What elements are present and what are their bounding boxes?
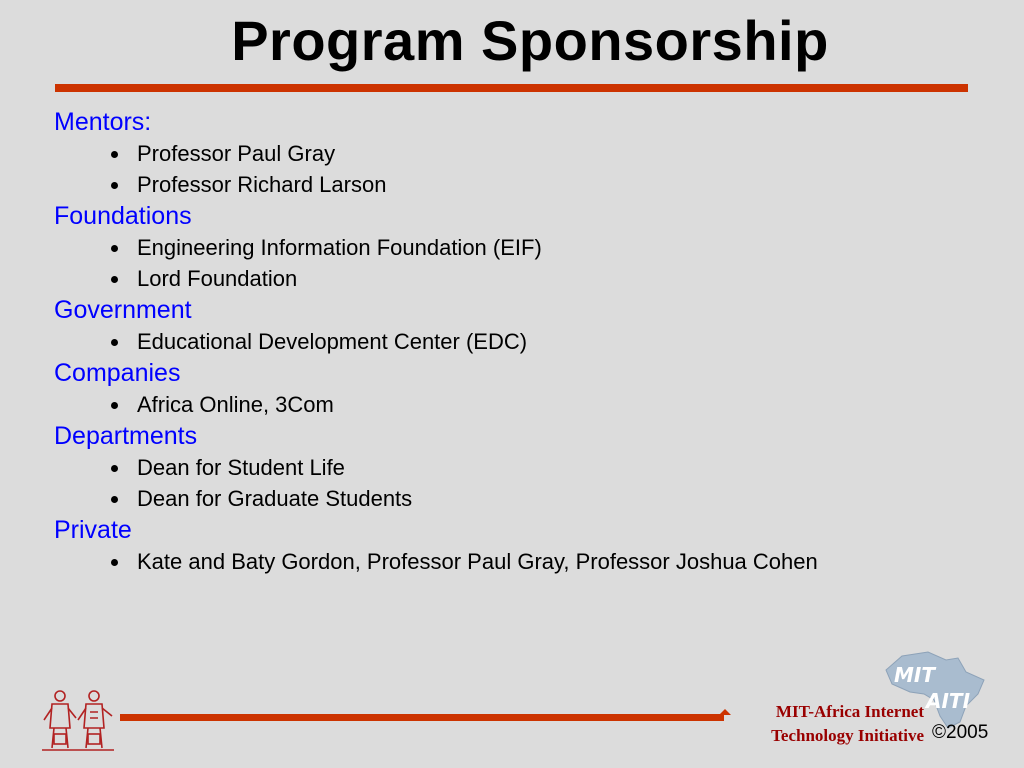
list-item-text: Educational Development Center (EDC) (137, 329, 528, 354)
list-item-text: Professor Paul Gray (137, 141, 336, 166)
section-departments (54, 420, 994, 514)
section-mentors (54, 106, 994, 200)
bullet-icon (111, 496, 118, 503)
mit-logo-icon (40, 686, 116, 757)
bullet-icon (111, 245, 118, 252)
list-item (54, 452, 994, 483)
section-heading: Government (54, 296, 192, 324)
section-government (54, 294, 994, 357)
bullet-icon (111, 151, 118, 158)
section-heading: Mentors: (54, 108, 152, 136)
section-private (54, 514, 994, 577)
section-heading: Private (54, 516, 132, 544)
bullet-icon (111, 339, 118, 346)
bullet-icon (111, 465, 118, 472)
section-foundations (54, 200, 994, 294)
footer-org-line1: MIT-Africa Internet (775, 702, 924, 721)
list-item-text: Dean for Student Life (137, 455, 345, 480)
list-item-text: Lord Foundation (137, 266, 298, 291)
list-item (54, 483, 994, 514)
list-item (54, 232, 994, 263)
list-item-text: Professor Richard Larson (137, 172, 387, 197)
footer-org-name (724, 700, 924, 748)
slide-title: Program Sponsorship (231, 9, 829, 72)
list-item-text: Dean for Graduate Students (137, 486, 413, 511)
section-companies (54, 357, 994, 420)
section-heading: Foundations (54, 202, 192, 230)
copyright: ©2005 (932, 722, 989, 743)
logo-mit-text: MIT (894, 663, 935, 687)
list-item-text: Engineering Information Foundation (EIF) (137, 235, 542, 260)
footer-divider (120, 714, 724, 721)
list-item (54, 546, 994, 577)
section-heading: Departments (54, 422, 198, 450)
section-heading: Companies (54, 359, 181, 387)
list-item-text: Africa Online, 3Com (137, 392, 334, 417)
bullet-icon (111, 559, 118, 566)
list-item (54, 263, 994, 294)
sponsor-list (54, 106, 994, 577)
bullet-icon (111, 182, 118, 189)
footer-org-line2: Technology Initiative (771, 726, 924, 745)
list-item (54, 389, 994, 420)
list-item-text: Kate and Baty Gordon, Professor Paul Gray, Professor Joshua Cohen (137, 549, 818, 574)
list-item (54, 169, 994, 200)
title-divider (55, 84, 968, 92)
bullet-icon (111, 276, 118, 283)
logo-aiti-text: AITI (926, 689, 971, 713)
list-item (54, 138, 994, 169)
list-item (54, 326, 994, 357)
bullet-icon (111, 402, 118, 409)
